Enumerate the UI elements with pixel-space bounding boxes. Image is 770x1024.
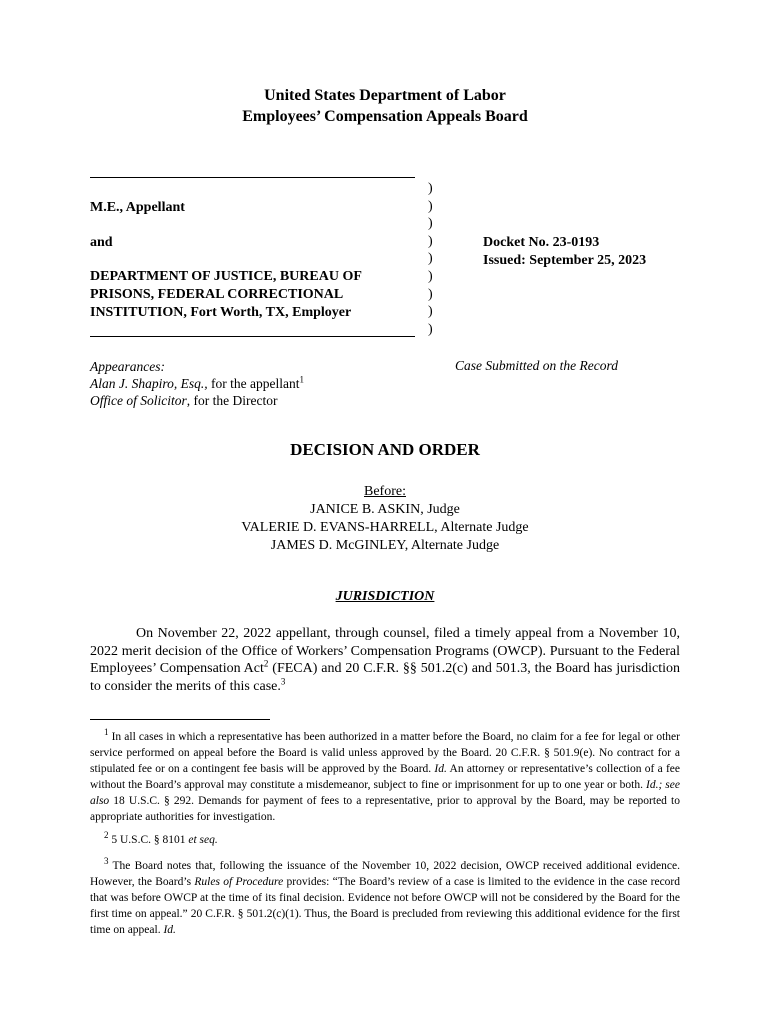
appearances-heading: Appearances: (90, 359, 165, 374)
case-submitted-note: Case Submitted on the Record (455, 358, 618, 373)
agency-header (0, 85, 770, 127)
judge-1: JANICE B. ASKIN, Judge (310, 502, 460, 517)
caption-parentheses: ) ) ) ) ) ) ) ) ) (428, 181, 433, 337)
jurisdiction-paragraph: On November 22, 2022 appellant, through counsel, filed a timely appeal from a November 10, 2022 merit decision of the Office of Workers’ Compensation Programs (OWCP). Pursuant to the Federal Employees’ Compensation Act$^2$ (FECA) and 20 C.F.R. §§ 501.2(c) and 501.3, the Board has jurisdiction to consider the merits of this case.$^3$ (90, 626, 681, 694)
panel-judges (0, 483, 770, 555)
employer-name: DEPARTMENT OF JUSTICE, BUREAU OF PRISONS, FEDERAL CORRECTIONAL INSTITUTION, Fort Worth, TX, Employer (90, 269, 362, 320)
issued-date: Issued: September 25, 2023 (483, 253, 647, 268)
footnote-2: $^2$ 5 U.S.C. § 8101 et seq. (104, 830, 218, 846)
docket-info (483, 234, 646, 270)
appearances (90, 358, 304, 409)
and-label: and (90, 235, 113, 250)
footnote-1: $^1$ In all cases in which a representative has been authorized in a matter before the Board, no claim for a fee for legal or other service performed on appeal before the Board is valid unless approved by the Board. 20 C.F.R. § 501.9(e). No contract for a stipulated fee or on a contingent fee basis will be approved by the Board. Id. An attorney or representative’s collection of a fee without the Board’s approval may constitute a misdemeanor, subject to fine or imprisonment for up to one year or both. Id.; see also 18 U.S.C. § 292. Demands for payment of fees to a representative, prior to approval by the Board, may be reported to appropriate authorities for investigation. (90, 727, 680, 823)
footnote-separator (90, 719, 270, 720)
judge-2: VALERIE D. EVANS-HARRELL, Alternate Judge (241, 520, 529, 535)
footnote-3: $^3$ The Board notes that, following the issuance of the November 10, 2022 decision, OWCP received additional evidence. However, the Board’s Rules of Procedure provides: “The Board’s review of a case is limited to the evidence in the case record that was before OWCP at the time of its final decision. Evidence not before OWCP will not be considered by the Board for the first time on appeal.” 20 C.F.R. § 501.2(c)(1). Thus, the Board is precluded from reviewing this additional evidence for the first time on appeal. Id. (90, 856, 681, 936)
caption-rule-top (90, 177, 415, 178)
caption-rule-bottom (90, 336, 415, 337)
board-name: Employees’ Compensation Appeals Board (242, 108, 528, 125)
appearance-appellant: Alan J. Shapiro, Esq., for the appellant$^1$ (90, 374, 304, 391)
judge-3: JAMES D. McGINLEY, Alternate Judge (270, 538, 500, 553)
footnote-ref-1: 1 (299, 374, 304, 385)
decision-title: DECISION AND ORDER (290, 440, 480, 459)
footnote-ref-2: 2 (263, 658, 269, 669)
jurisdiction-heading: JURISDICTION (335, 589, 435, 604)
appearance-director: Office of Solicitor, for the Director (90, 393, 278, 408)
footnote-ref-3: 3 (280, 675, 286, 686)
before-label: Before: (364, 484, 406, 499)
agency-name: United States Department of Labor (264, 87, 506, 104)
appellant-name: M.E., Appellant (90, 200, 185, 215)
docket-number: Docket No. 23-0193 (483, 235, 600, 250)
